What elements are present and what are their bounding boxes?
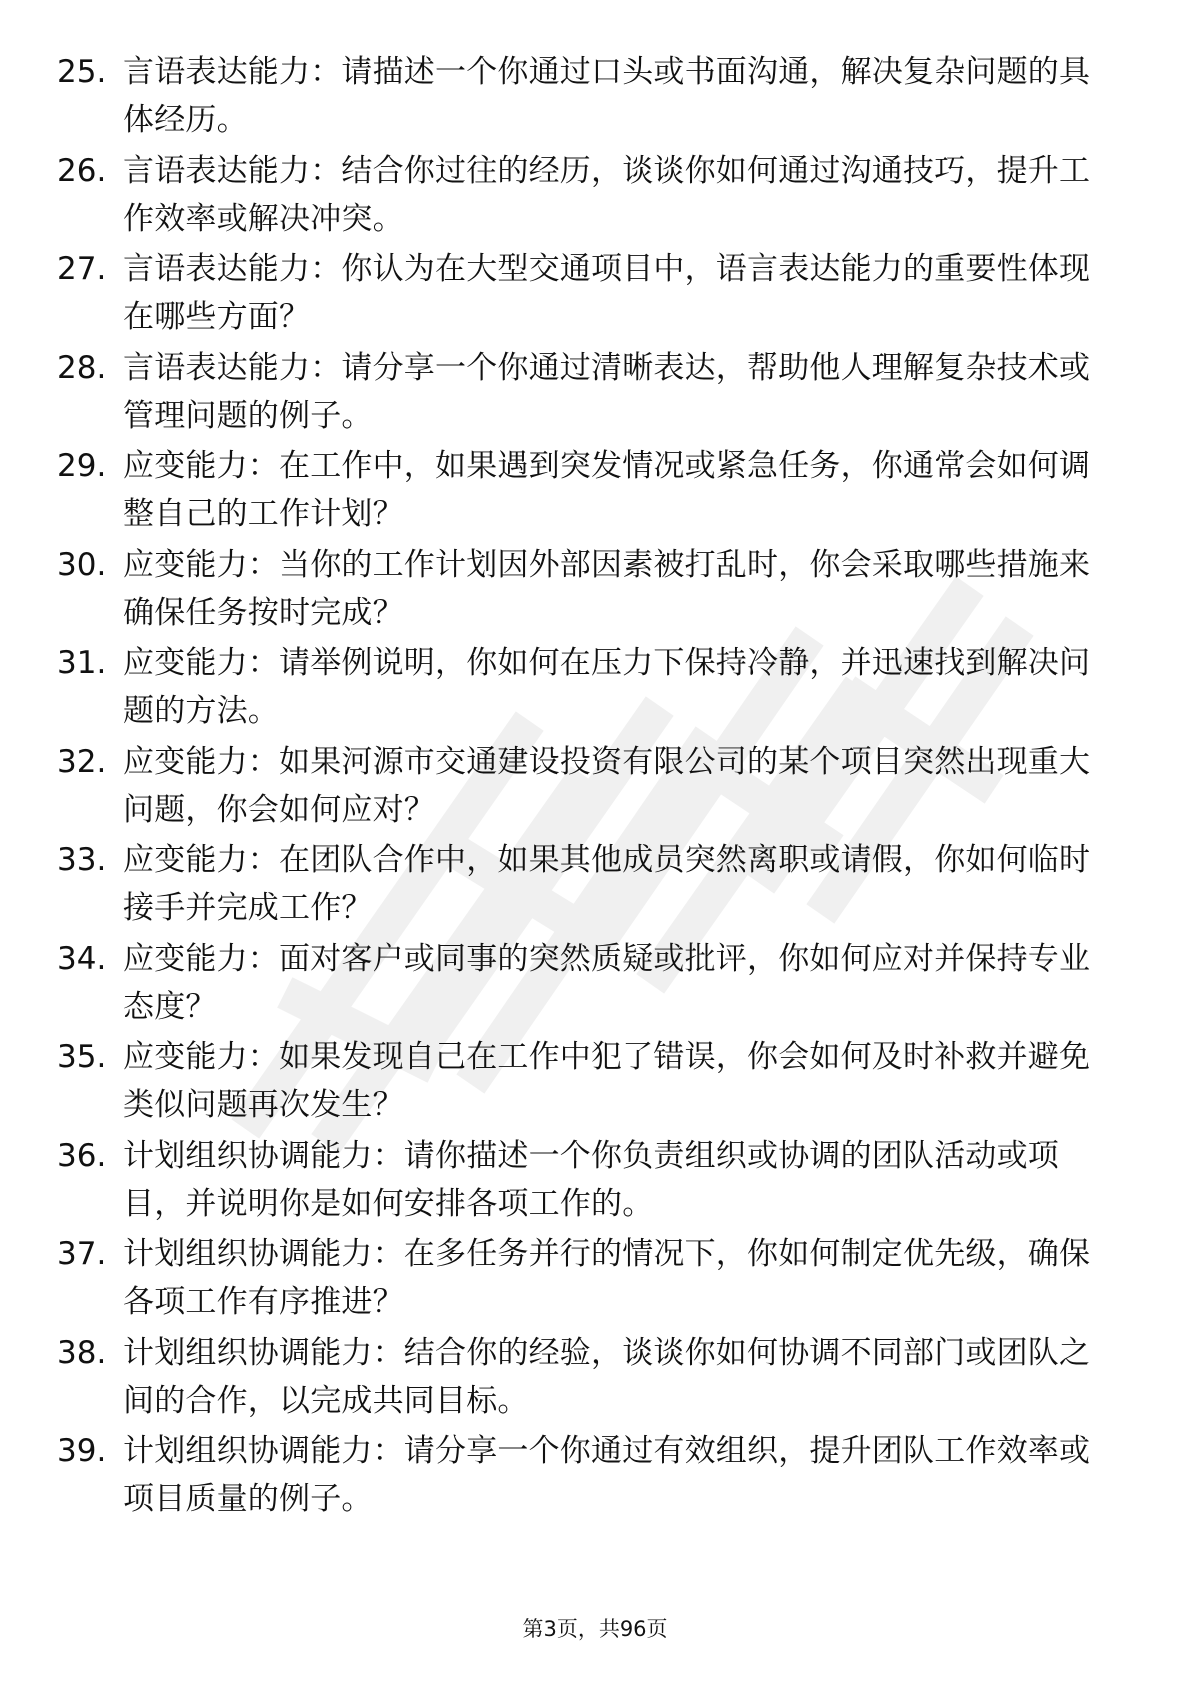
question-text: 计划组织协调能力：请分享一个你通过有效组织，提升团队工作效率或项目质量的例子。 xyxy=(123,1433,1091,1517)
question-number: 35. xyxy=(57,1039,107,1075)
question-number: 31. xyxy=(57,645,107,681)
question-number: 34. xyxy=(57,940,107,977)
question-number: 25. xyxy=(57,54,107,90)
question-text: 计划组织协调能力：请你描述一个你负责组织或协调的团队活动或项目，并说明你是如何安排各项工作的。 xyxy=(123,1137,1059,1222)
question-item xyxy=(57,344,1107,443)
question-number: 39. xyxy=(57,1433,107,1469)
question-item xyxy=(57,639,1107,738)
question-text: 言语表达能力：结合你过往的经历，谈谈你如何通过沟通技巧，提升工作效率或解决冲突。 xyxy=(123,152,1091,237)
question-item xyxy=(57,738,1107,837)
question-item xyxy=(57,935,1107,1034)
question-text: 应变能力：如果河源市交通建设投资有限公司的某个项目突然出现重大问题，你会如何应对？ xyxy=(123,743,1091,828)
question-number: 32. xyxy=(57,743,107,780)
question-text: 应变能力：请举例说明，你如何在压力下保持冷静，并迅速找到解决问题的方法。 xyxy=(123,645,1091,729)
question-text: 应变能力：在工作中，如果遇到突发情况或紧急任务，你通常会如何调整自己的工作计划？ xyxy=(123,448,1091,532)
question-item xyxy=(57,1132,1107,1231)
question-number: 38. xyxy=(57,1334,107,1371)
question-number: 33. xyxy=(57,842,107,878)
question-number: 36. xyxy=(57,1137,107,1174)
question-text: 言语表达能力：请描述一个你通过口头或书面沟通，解决复杂问题的具体经历。 xyxy=(123,54,1091,138)
question-number: 26. xyxy=(57,152,107,189)
question-number: 30. xyxy=(57,546,107,583)
question-item xyxy=(57,1427,1107,1526)
question-text: 言语表达能力：请分享一个你通过清晰表达，帮助他人理解复杂技术或管理问题的例子。 xyxy=(123,349,1091,434)
question-text: 计划组织协调能力：结合你的经验，谈谈你如何协调不同部门或团队之间的合作，以完成共同目标。 xyxy=(123,1334,1091,1419)
page-number-label: 第3页，共96页 xyxy=(522,1617,668,1641)
question-text: 言语表达能力：你认为在大型交通项目中，语言表达能力的重要性体现在哪些方面？ xyxy=(123,251,1091,335)
question-item xyxy=(57,1329,1107,1428)
question-item xyxy=(57,1033,1107,1132)
question-text: 应变能力：在团队合作中，如果其他成员突然离职或请假，你如何临时接手并完成工作？ xyxy=(123,842,1091,926)
question-number: 28. xyxy=(57,349,107,386)
question-item xyxy=(57,541,1107,640)
question-item xyxy=(57,1230,1107,1329)
question-text: 计划组织协调能力：在多任务并行的情况下，你如何制定优先级，确保各项工作有序推进？ xyxy=(123,1236,1091,1320)
question-item xyxy=(57,836,1107,935)
question-item xyxy=(57,442,1107,541)
question-number: 29. xyxy=(57,448,107,484)
question-text: 应变能力：面对客户或同事的突然质疑或批评，你如何应对并保持专业态度？ xyxy=(123,940,1091,1025)
question-text: 应变能力：如果发现自己在工作中犯了错误，你会如何及时补救并避免类似问题再次发生？ xyxy=(123,1039,1091,1123)
page-footer xyxy=(0,1614,1190,1644)
question-text: 应变能力：当你的工作计划因外部因素被打乱时，你会采取哪些措施来确保任务按时完成？ xyxy=(123,546,1091,631)
question-number: 27. xyxy=(57,251,107,287)
question-item xyxy=(57,147,1107,246)
question-item xyxy=(57,48,1107,147)
question-number: 37. xyxy=(57,1236,107,1272)
question-item xyxy=(57,245,1107,344)
question-list xyxy=(57,48,1107,1526)
